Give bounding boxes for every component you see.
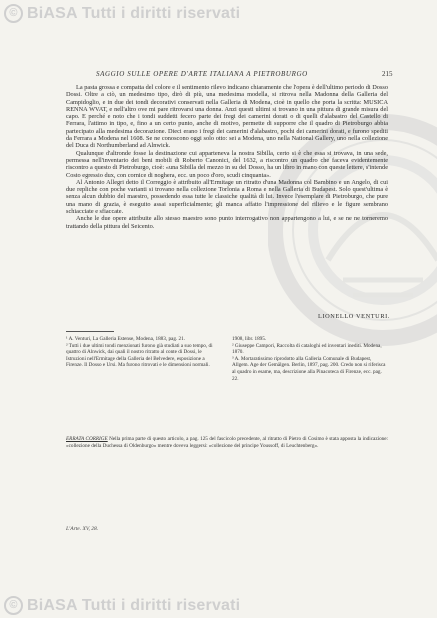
watermark-top: [4, 4, 240, 23]
errata-label: ERRATA CORRIGE: [66, 436, 108, 442]
footnote: ² Tutti i due ultimi tondi menzionati furono già studiati a suo tempo, di quattro di Alnwick, dai quali il nostro ritratto al conte di Dossi, le Istruzioni nell'Ermitage della Galleria del Belvedere, esposizione a Firenze. Il Dosso e Ursi. Ma furono ritrovati e le dimensioni normali.: [66, 342, 213, 369]
footnote: ³ A. Mortaratissimo riprodotto alla Galleria Comunale di Budapest, Allgem. Age der Gemälgen. Berlin, 1897, pag. 200. Credo non si riferisca al quadro in esame, ma, descrizione alla Pinacoteca di Firenze, ecc. pag. 22.: [232, 355, 386, 382]
errata-corrige: [66, 436, 388, 449]
footnotes: [66, 336, 388, 382]
paragraph: La pasta grossa e compatta del colore e il sentimento rilevo indicano chiaramente che l'opera è dell'ultimo periodo di Dosso Dossi. Oltre a ciò, un medesimo tipo, dirò di più, una medesima modella, si ritrova nella Madonna della Galleria del Campidoglio, e in due dei tondi decorativi conservati nella Galleria di Modena, cioè in quello che porta la scritta: MUSICA RENNA WVAT, e nell'altro ove mi pare ritrovarsi una donna. Anzi questi ultimi si trovano in una pittura di grande misura del capo. E perché e noto che i tondi suddetti fecero parte dei fregi dei camerini dorati o di quelli d'alabastro del Castello di Ferrara, l'attimo in tipo, e, fino a un certo punto, anche di motivo, permette di supporre che il quadro di Pietroburgo abbia partecipato alla medesima decorazione. Dieci erano i fregi dei camerini d'alabastro, pochi dei camerini dorati, e furono spediti da Ferrara a Modena nel 1608. Se ne conoscono oggi solo otto: sei a Modena, uno nella National Gallery, uno nella collezione del Duca di Northumberland ad Alnwick.: [66, 84, 388, 150]
watermark-text: BiASA Tutti i diritti riservati: [27, 596, 241, 614]
copyright-icon: ©: [4, 596, 23, 615]
footnotes-left-column: [66, 336, 222, 382]
footnotes-right-column: [232, 336, 388, 382]
footnote-divider: [66, 331, 114, 332]
footnote: ¹ A. Venturi, La Galleria Estense, Modena, 1883, pag. 21.: [66, 336, 186, 342]
paragraph: Al Antonio Allegri detto il Correggio è attribuito all'Ermitage un ritratto d'una Madonna col Bambino e un Angelo, di cui due repliche con poche varianti si trovano nella collezione Torlonia a Roma e nella Galleria di Budapest. Solo quest'ultima è senza alcun dubbio del maestro, possedendo essa tutte le classiche qualità di lui. Invece l'esemplare di Pietroburgo, che pure una mano di grazia, è eseguito assai superficialmente; gli manca affatto l'impressione del rilievo e le figure sembrano schiacciate e sfiaccate.: [66, 178, 388, 216]
printer-signature-mark: L'Arte. XV, 28.: [66, 526, 99, 532]
paragraph: Qualunque d'altronde fosse la destinazione cui apparteneva la nostra Sibilla, certo si è che essa si trovava, in una sede, permessa nell'inventario dei beni mobili di Roberto Canonici, del 1632, a riscontro un quadro che faceva evidentemente riscontro a questo di Pietroburgo, cioè: «una Sibilla del mezzo in su del Dosso, ha un libro in mano con queste lettere, s'intende Costo egressio dux, con cornice di noghera, ecc. un poco d'oro, scudi cinquanta».: [66, 149, 388, 179]
author-signature: LIONELLO VENTURI.: [318, 313, 390, 320]
copyright-icon: ©: [4, 4, 23, 23]
errata-text: Nella prima parte di questo articolo, a pag. 125 del fascicolo precedente, al ritratto di Pietro di Cosimo è stata apposta la indicazione: «collezione della Duchessa di Oldenburgo» mentre doveva leggersi: «collezione del principe Youssoff, di Leuchtenberg».: [66, 436, 389, 449]
watermark-bottom: [4, 596, 240, 615]
footnote: ² Giuseppe Campori, Raccolta di cataloghi ed inventari inediti. Modena, 1870.: [232, 342, 382, 356]
article-body: [66, 84, 388, 230]
watermark-text: BiASA Tutti i diritti riservati: [27, 4, 241, 22]
paragraph: Anche le due opere attribuite allo stesso maestro sono punto interrogativo non appartengono a lui, e se ne ne torneremo trattando della pittura del Seicento.: [66, 215, 388, 230]
page-number: 215: [382, 70, 393, 78]
running-title: SAGGIO SULLE OPERE D'ARTE ITALIANA A PIETROBURGO: [96, 70, 308, 78]
footnote: 1908, libr. 1895.: [232, 336, 267, 342]
